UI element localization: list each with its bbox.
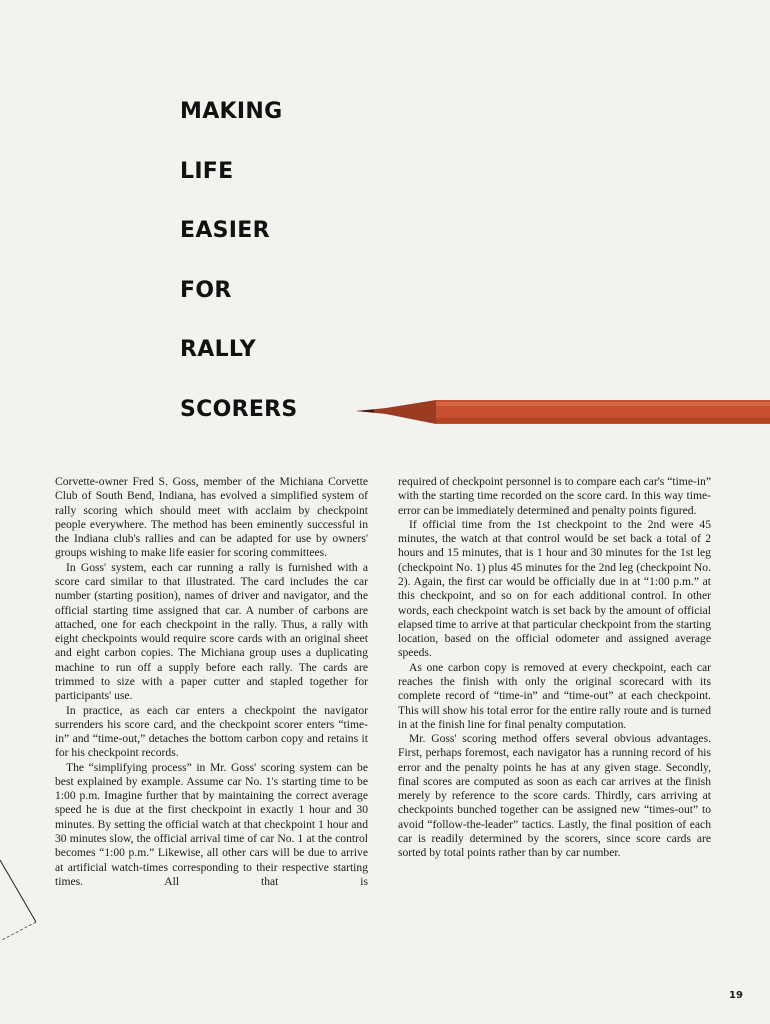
title-line: FOR	[180, 277, 232, 303]
title-line: LIFE	[180, 158, 234, 184]
paragraph: Corvette-owner Fred S. Goss, member of the Michiana Corvette Club of South Bend, Indiana, has evolved a simplified system of rally scoring which should meet with acclaim by checkpoint people everywhere. The method has been eminently successful in the Indiana club's rallies and can be adapted for use by owners' groups wishing to make life easier for scoring committees.	[55, 475, 368, 560]
title-line: MAKING	[180, 99, 283, 124]
paragraph: The “simplifying process” in Mr. Goss' scoring system can be best explained by example. Assume car No. 1's starting time to be 1:00 p.m. Imagine further that by maintaining the correct average speed he is due at the first checkpoint in exactly 1 hour and 30 minutes. By setting the official watch at that checkpoint 1 hour and 30 minutes slow, the official arrival time of car No. 1 at the control becomes “1:00 p.m.” Likewise, all other cars will be due to arrive at artificial watch-times corresponding to their respective starting times. All that is	[55, 760, 368, 888]
paragraph: In practice, as each car enters a checkpoint the navigator surrenders his score card, and the checkpoint scorer enters “time-in” and “time-out,” detaches the bottom carbon copy and retains it for his checkpoint records.	[55, 703, 368, 760]
paragraph: required of checkpoint personnel is to compare each car's “time-in” with the starting time recorded on the score card. In this way time-error can be immediately determined and penalty points figured.	[398, 475, 711, 517]
left-column	[55, 475, 368, 889]
paragraph: In Goss' system, each car running a rally is furnished with a score card similar to that illustrated. The card includes the car number (starting position), names of driver and navigator, and the official starting time assigned that car. A number of carbons are attached, one for each checkpoint in the rally. Thus, a rally with eight checkpoints would require score cards with an original sheet and eight carbon copies. The Michiana group uses a duplicating machine to run off a supply before each rally. The cards are trimmed to size with a paper cutter and stapled together for participants' use.	[55, 560, 368, 703]
article-title	[180, 96, 298, 454]
right-column	[398, 475, 711, 861]
paragraph: As one carbon copy is removed at every checkpoint, each car reaches the finish with only the original scorecard with its complete record of “time-in” and “time-out” at each checkpoint. This will show his total error for the entire rally route and is turned in at the finish line for final penalty computation.	[398, 660, 711, 731]
paragraph: Mr. Goss' scoring method offers several obvious advantages. First, perhaps foremost, each navigator has a running record of his error and the penalty points he has at any given stage. Secondly, final scores are computed as soon as each car arrives at the finish merely by reference to the score cards. Thirdly, cars arriving at checkpoints bunched together can be assigned new “times-out” to avoid “follow-the-leader” tactics. Lastly, the final position of each car is readily determined by the scorers, since score cards are sorted by total points rather than by car number.	[398, 732, 711, 860]
paragraph: If official time from the 1st checkpoint to the 2nd were 45 minutes, the watch at that control would be set back a total of 2 hours and 15 minutes, that is 1 hour and 30 minutes for the 1st leg (checkpoint No. 1) plus 45 minutes for the 2nd leg (checkpoint No. 2). Again, the first car would be officially due in at “1:00 p.m.” at this checkpoint, and so on for each additional control. In other words, each checkpoint watch is set back by the amount of official elapsed time to arrive at that particular checkpoint from the starting location, based on the official odometer and assigned average speeds.	[398, 517, 711, 660]
title-line: RALLY	[180, 337, 257, 363]
title-line: SCORERS	[180, 396, 298, 422]
page-number: 19	[729, 990, 743, 1001]
pencil-illustration	[356, 399, 770, 425]
title-line: EASIER	[180, 218, 270, 244]
illustration-edge	[0, 840, 40, 950]
